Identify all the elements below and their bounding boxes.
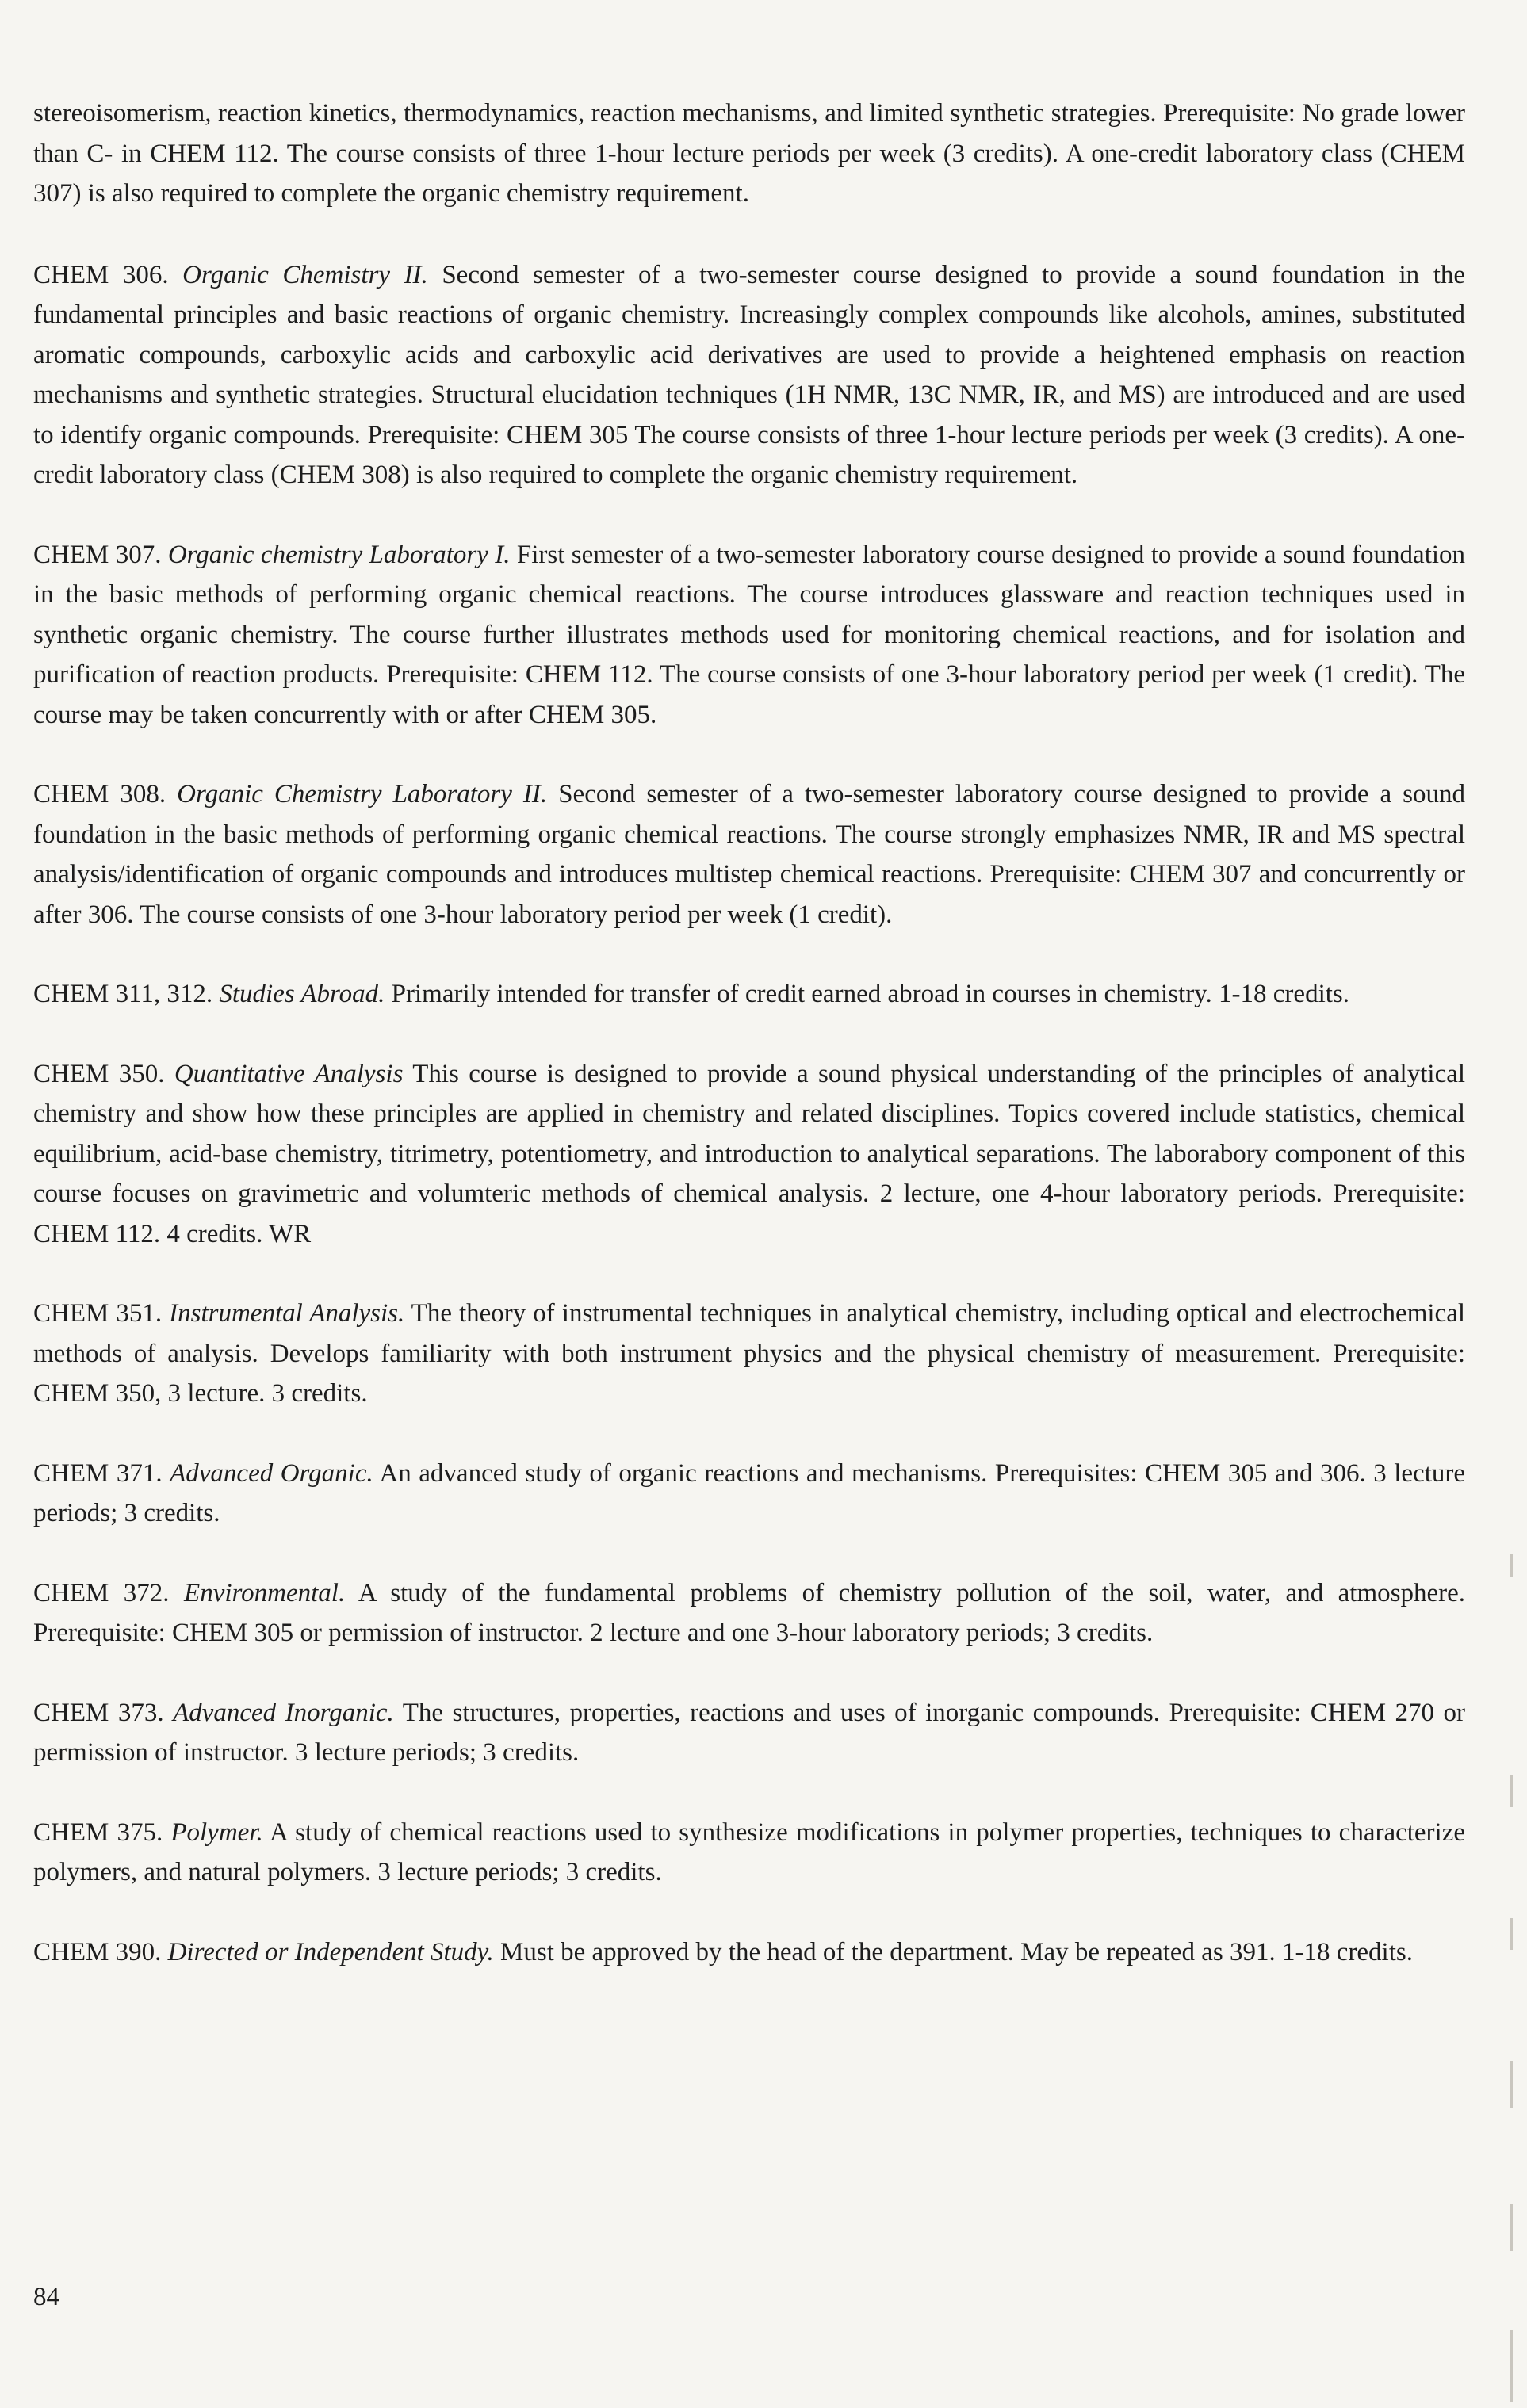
- course-title: Polymer.: [170, 1817, 263, 1847]
- course-title: Quantitative Analysis: [174, 1059, 404, 1088]
- course-description: The structures, properties, reactions and uses of inorganic compounds. Prerequisite: CHEM 270 or permission of instructor. 3 lecture periods; 3 credits.: [33, 1698, 1466, 1767]
- course-entry-chem-373: [33, 1693, 1465, 1773]
- course-entry-chem-375: [33, 1813, 1465, 1893]
- course-description: First semester of a two-semester laboratory course designed to provide a sound foundation in the basic methods of performing organic chemical reactions. The course introduces glassware and reaction techniques used in synthetic organic chemistry. The course further illustrates methods used for monitoring chemical reactions, and for isolation and purification of reaction products. Prerequisite: CHEM 112. The course consists of one 3-hour laboratory period per week (1 credit). The course may be taken concurrently with or after CHEM 305.: [33, 540, 1466, 729]
- course-code: CHEM 390.: [33, 1937, 162, 1967]
- course-description: Must be approved by the head of the department. May be repeated as 391. 1-18 credits.: [500, 1937, 1413, 1967]
- course-description: An advanced study of organic reactions and mechanisms. Prerequisites: CHEM 305 and 306. 3 lecture periods; 3 credits.: [33, 1458, 1466, 1527]
- course-description: Primarily intended for transfer of credit earned abroad in courses in chemistry. 1-18 credits.: [391, 980, 1349, 1008]
- scan-edge-mark: [1510, 1918, 1513, 1950]
- scan-edge-mark: [1510, 2061, 1513, 2108]
- course-code: CHEM 351.: [33, 1299, 163, 1328]
- scan-edge-mark: [1510, 1554, 1513, 1577]
- course-title: Environmental.: [184, 1578, 346, 1607]
- course-code: CHEM 308.: [33, 780, 166, 808]
- course-entry-chem-307: [33, 535, 1465, 736]
- course-code: CHEM 350.: [33, 1059, 165, 1088]
- course-title: Directed or Independent Study.: [167, 1937, 494, 1967]
- course-title: Organic Chemistry Laboratory II.: [177, 780, 548, 808]
- course-entry-chem-308: [33, 774, 1465, 935]
- course-description: Second semester of a two-semester course designed to provide a sound foundation in the fundamental principles and basic reactions of organic chemistry. Increasingly complex compounds like alcohols, amines, substituted aromatic compounds, carboxylic acids and carboxylic acid derivatives are used to provide a heightened emphasis on reaction mechanisms and synthetic strategies. Structural elucidation techniques (1H NMR, 13C NMR, IR, and MS) are introduced and are used to identify organic compounds. Prerequisite: CHEM 305 The course consists of three 1-hour lecture periods per week (3 credits). A one-credit laboratory class (CHEM 308) is also required to complete the organic chemistry requirement.: [33, 260, 1466, 489]
- page-number: 84: [33, 2283, 59, 2311]
- course-title: Studies Abroad.: [219, 980, 385, 1008]
- scan-edge-mark: [1510, 2330, 1513, 2402]
- course-code: CHEM 372.: [33, 1578, 170, 1607]
- course-entry-chem-351: [33, 1294, 1465, 1414]
- course-entry-chem-350: [33, 1054, 1465, 1255]
- course-title: Instrumental Analysis.: [169, 1299, 405, 1328]
- course-title: Organic chemistry Laboratory I.: [167, 540, 511, 569]
- course-code: CHEM 311, 312.: [33, 980, 213, 1008]
- course-title: Advanced Organic.: [170, 1458, 373, 1488]
- intro-paragraph: stereoisomerism, reaction kinetics, thermodynamics, reaction mechanisms, and limited synthetic strategies. Prerequisite: No grade lower than C- in CHEM 112. The course consists of three 1-hour lecture periods per week (3 credits). A one-credit laboratory class (CHEM 307) is also required to complete the organic chemistry requirement.: [33, 99, 1465, 208]
- course-entry-chem-390: [33, 1932, 1465, 1973]
- scan-edge-mark: [1510, 2204, 1513, 2251]
- course-description: A study of the fundamental problems of chemistry pollution of the soil, water, and atmosphere. Prerequisite: CHEM 305 or permission of instructor. 2 lecture and one 3-hour laboratory periods; 3 credits.: [33, 1578, 1466, 1647]
- course-description: A study of chemical reactions used to synthesize modifications in polymer properties, techniques to characterize polymers, and natural polymers. 3 lecture periods; 3 credits.: [33, 1817, 1466, 1886]
- course-code: CHEM 375.: [33, 1817, 163, 1847]
- course-entry-chem-371: [33, 1454, 1465, 1534]
- course-code: CHEM 307.: [33, 540, 162, 569]
- course-description: Second semester of a two-semester laboratory course designed to provide a sound foundation in the basic methods of performing organic chemical reactions. The course strongly emphasizes NMR, IR and MS spectral analysis/identification of organic compounds and introduces multistep chemical reactions. Prerequisite: CHEM 307 and concurrently or after 306. The course consists of one 3-hour laboratory period per week (1 credit).: [33, 780, 1465, 929]
- course-code: CHEM 306.: [33, 260, 169, 289]
- course-code: CHEM 371.: [33, 1458, 163, 1488]
- scan-edge-mark: [1510, 1775, 1513, 1807]
- course-description: This course is designed to provide a sound physical understanding of the principles of analytical chemistry and show how these principles are applied in chemistry and related disciplines. Topics covered include statistics, chemical equilibrium, acid-base chemistry, titrimetry, potentiometry, and introduction to analytical separations. The laborabory component of this course focuses on gravimetric and volumteric methods of chemical analysis. 2 lecture, one 4-hour laboratory periods. Prerequisite: CHEM 112. 4 credits. WR: [33, 1059, 1466, 1248]
- course-entry-chem-306: [33, 255, 1465, 495]
- course-title: Advanced Inorganic.: [173, 1698, 394, 1727]
- course-entry-chem-311-312: [33, 974, 1465, 1015]
- course-description: The theory of instrumental techniques in analytical chemistry, including optical and electrochemical methods of analysis. Develops familiarity with both instrument physics and the physical chemistry of measurement. Prerequisite: CHEM 350, 3 lecture. 3 credits.: [33, 1299, 1466, 1408]
- course-code: CHEM 373.: [33, 1698, 164, 1727]
- course-title: Organic Chemistry II.: [182, 260, 428, 289]
- catalog-page: [33, 94, 1465, 2012]
- course-entry-chem-372: [33, 1573, 1465, 1653]
